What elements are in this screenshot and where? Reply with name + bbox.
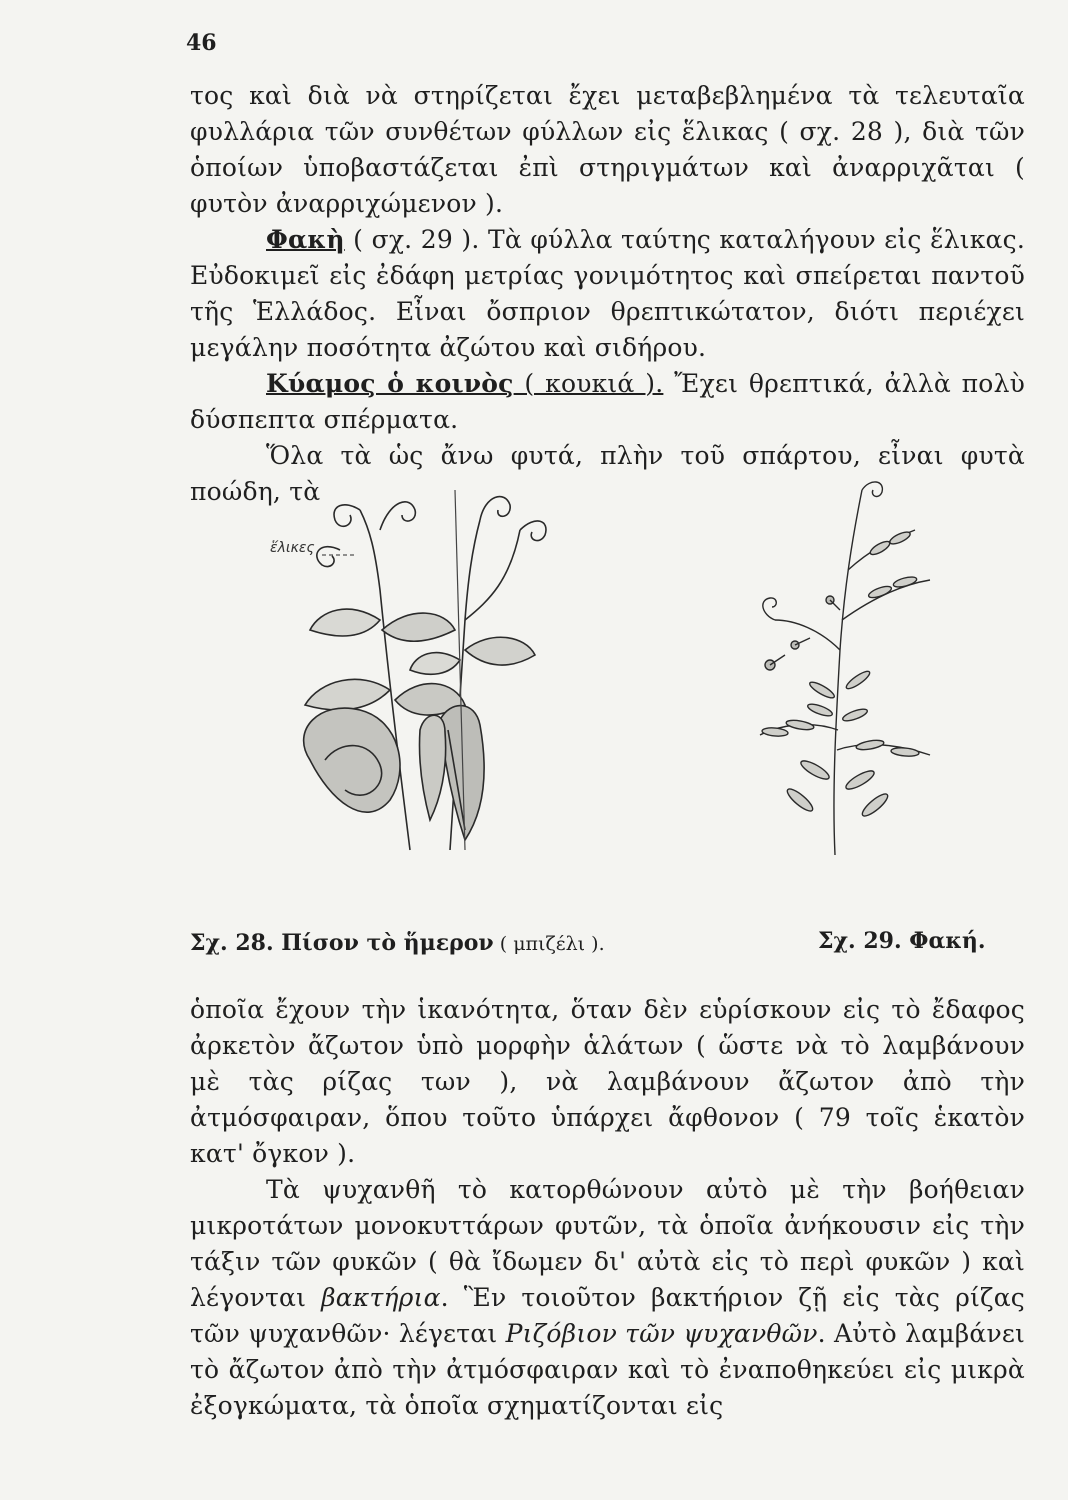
figure-28-title: Πίσον τὸ ἥμερον	[273, 930, 494, 956]
page-number: 46	[186, 30, 217, 56]
bottom-text-block	[190, 992, 1025, 1424]
paragraph-nitrogen: ὁποῖα ἔχουν τὴν ἱκανότητα, ὅταν δὲν εὑρίσκουν εἰς τὸ ἔδαφος ἀρκετὸν ἄζωτον ὑπὸ μορφὴν ἁλάτων ( ὥστε νὰ τὸ λαμβάνουν μὲ τὰς ρίζας των ), νὰ λαμβάνουν ἄζωτον ἀπὸ τὴν ἀτμόσφαιραν, ὅπου τοῦτο ὑπάρχει ἄφθονον ( 79 τοῖς ἑκατὸν κατ' ὄγκον ).	[190, 995, 1025, 1168]
paragraph-tendrils: τος καὶ διὰ νὰ στηρίζεται ἔχει μεταβεβλημένα τὰ τελευταῖα φυλλάρια τῶν συνθέτων φύλλων εἰς ἕλικας ( σχ. 28 ), διὰ τῶν ὁποίων ὑποβαστάζεται ἐπὶ στηριγμάτων καὶ ἀναρριχᾶται ( φυτὸν ἀναρριχώμενον ).	[190, 81, 1025, 218]
figure-28-caption	[190, 930, 605, 956]
figure-lentil-plant	[740, 470, 970, 860]
figure-pea-plant	[250, 470, 590, 860]
paragraph-lentil	[190, 222, 1025, 366]
lentil-plant-drawing	[740, 470, 970, 860]
top-text-block	[190, 78, 1025, 510]
broad-bean-text: Ἔχει θρεπτικά, ἀλλὰ πολὺ δύσπεπτα σπέρματα.	[190, 369, 1026, 434]
lentil-text: ( σχ. 29 ). Τὰ φύλλα ταύτης καταλήγουν εἰς ἕλικας. Εὐδοκιμεῖ εἰς ἐδάφη μετρίας γονιμότητος καὶ σπείρεται παντοῦ τῆς Ἑλλάδος. Εἶναι ὄσπριον θρεπτικώτατον, διότι περιέχει μεγάλην ποσότητα ἀζώτου καὶ σιδήρου.	[190, 225, 1025, 362]
term-bakteria: βακτήρια	[321, 1283, 441, 1312]
bacteria-text-b: . Ἓν τοιοῦτον βακτήριον ζῇ εἰς τὰς ρίζας τῶν ψυχανθῶν· λέγεται	[190, 1283, 1026, 1348]
term-kyamos: Κύαμος ὁ κοινὸς	[266, 369, 514, 398]
term-rizobion: Ριζόβιον τῶν ψυχανθῶν	[505, 1319, 818, 1348]
kyamos-common-name: ( κουκιά ).	[513, 369, 664, 398]
figure-28-number: Σχ. 28.	[190, 930, 274, 956]
figure-28-common-name: ( μπιζέλι ).	[493, 933, 605, 955]
bacteria-text-a: Τὰ ψυχανθῆ τὸ κατορθώνουν αὐτὸ μὲ τὴν βοήθειαν μικροτάτων μονοκυττάρων φυτῶν, τὰ ὁποῖα ἀνήκουσιν εἰς τὴν τάξιν τῶν φυκῶν ( θὰ ἴδωμεν δι' αὐτὰ εἰς τὸ περὶ φυκῶν ) καὶ λέγονται	[190, 1175, 1025, 1312]
term-fakh: Φακὴ	[266, 225, 345, 254]
tendril-label: ἕλικες	[270, 540, 315, 556]
paragraph-herbaceous: Ὅλα τὰ ὡς ἄνω φυτά, πλὴν τοῦ σπάρτου, εἶναι φυτὰ ποώδη, τὰ	[190, 441, 1025, 506]
paragraph-broad-bean	[190, 366, 1025, 438]
figure-29-caption: Σχ. 29. Φακή.	[818, 928, 986, 954]
pea-plant-drawing	[250, 470, 590, 860]
paragraph-bacteria	[190, 1172, 1025, 1424]
bacteria-text-c: . Αὐτὸ λαμβάνει τὸ ἄζωτον ἀπὸ τὴν ἀτμόσφαιραν καὶ τὸ ἐναποθηκεύει εἰς μικρὰ ἐξογκώματα, τὰ ὁποῖα σχηματίζονται εἰς	[190, 1319, 1025, 1420]
